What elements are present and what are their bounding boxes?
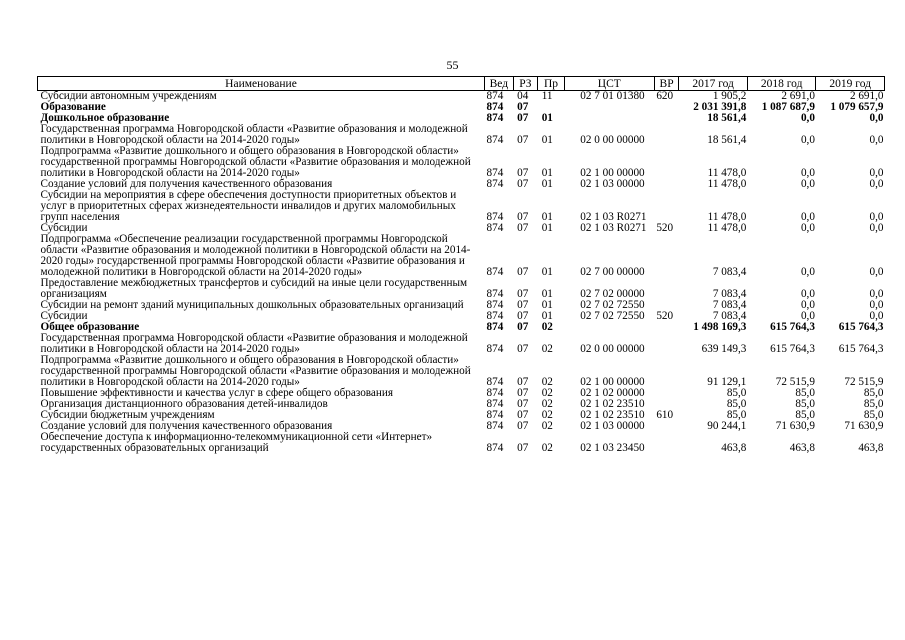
cell-y2017: 7 083,4 <box>712 266 747 278</box>
cell-y2018: 0,0 <box>800 310 815 322</box>
cell-pr: 01 <box>541 310 553 322</box>
cell-vr <box>654 113 679 124</box>
cell-y2018: 85,0 <box>795 387 815 399</box>
cell-y2018: 0,0 <box>800 222 815 234</box>
cell-pr: 02 <box>541 442 553 454</box>
cell-pr: 02 <box>541 321 553 333</box>
cell-y2019: 0,0 <box>869 211 884 223</box>
cell-y2019: 85,0 <box>863 398 884 410</box>
table-row <box>38 124 885 146</box>
cell-name: Подпрограмма «Развитие дошкольного и общего образования в Новгородской области» государственной программы Новгородской области «Развитие образования и молодежной политики в Новгородской области на 2014-2020 годы» <box>40 145 471 179</box>
table-row <box>38 311 885 322</box>
cell-ved: 874 <box>486 409 504 421</box>
table-row <box>38 190 885 223</box>
cell-vr <box>654 102 679 113</box>
cell-name: Общее образование <box>40 321 140 333</box>
cell-y2019: 0,0 <box>869 112 884 124</box>
cell-pr: 01 <box>541 211 553 223</box>
cell-y2019: 0,0 <box>869 310 884 322</box>
cell-rz: 04 <box>517 90 529 102</box>
cell-y2017: 11 478,0 <box>707 167 747 179</box>
cell-rz: 07 <box>517 442 529 454</box>
cell-ved: 874 <box>486 134 504 146</box>
header-cst: ЦСТ <box>564 77 654 91</box>
cell-y2018: 0,0 <box>800 299 815 311</box>
cell-pr: 01 <box>541 134 553 146</box>
cell-y2017: 91 129,1 <box>707 376 747 388</box>
cell-y2018: 0,0 <box>800 288 815 300</box>
cell-name: Создание условий для получения качественного образования <box>40 420 333 432</box>
cell-rz: 07 <box>517 134 529 146</box>
cell-y2019: 0,0 <box>869 167 884 179</box>
cell-cst: 02 1 00 00000 <box>580 167 645 179</box>
cell-rz: 07 <box>517 288 529 300</box>
cell-pr: 11 <box>541 90 553 102</box>
cell-y2017: 7 083,4 <box>712 310 747 322</box>
cell-rz: 07 <box>517 101 529 113</box>
cell-pr: 02 <box>541 409 553 421</box>
cell-pr: 01 <box>541 299 553 311</box>
cell-rz: 07 <box>517 310 529 322</box>
cell-y2019: 71 630,9 <box>844 420 884 432</box>
budget-table <box>37 76 885 454</box>
cell-vr <box>654 421 679 432</box>
header-rz: РЗ <box>513 77 538 91</box>
cell-ved: 874 <box>486 321 504 333</box>
cell-y2018: 0,0 <box>800 211 815 223</box>
cell-name: Дошкольное образование <box>40 112 170 124</box>
cell-y2019: 615 764,3 <box>838 321 884 333</box>
cell-rz: 07 <box>517 211 529 223</box>
cell-y2018: 71 630,9 <box>775 420 815 432</box>
cell-vr: 520 <box>656 222 674 234</box>
cell-cst: 02 1 02 23510 <box>580 409 645 421</box>
cell-ved: 874 <box>486 167 504 179</box>
cell-cst: 02 7 01 01380 <box>580 90 645 102</box>
cell-vr <box>654 333 679 355</box>
cell-ved: 874 <box>486 398 504 410</box>
cell-y2018: 72 515,9 <box>775 376 815 388</box>
cell-y2019: 85,0 <box>863 409 884 421</box>
cell-cst: 02 7 02 72550 <box>580 310 645 322</box>
cell-y2019: 0,0 <box>869 266 884 278</box>
cell-name: Государственная программа Новгородской области «Развитие образования и молодежной политики в Новгородской области на 2014-2020 годы» <box>40 123 468 146</box>
cell-rz: 07 <box>517 409 529 421</box>
cell-ved: 874 <box>486 420 504 432</box>
cell-name: Подпрограмма «Обеспечение реализации государственной программы Новгородской области «Развитие образования и молодежной политики в Новгородской области на 2014-2020 годы» государственной программы Новгородской области «Развитие образования и молодежной политики в Новгородской области на 2014-2020 годы» <box>40 233 471 278</box>
cell-rz: 07 <box>517 178 529 190</box>
cell-name: Создание условий для получения качественного образования <box>40 178 333 190</box>
cell-cst: 02 7 00 00000 <box>580 266 645 278</box>
cell-pr: 01 <box>541 266 553 278</box>
cell-cst: 02 1 03 R0271 <box>580 222 647 234</box>
cell-y2018: 0,0 <box>800 178 815 190</box>
cell-ved: 874 <box>486 288 504 300</box>
cell-y2018: 615 764,3 <box>770 343 815 355</box>
cell-name: Государственная программа Новгородской области «Развитие образования и молодежной политики в Новгородской области на 2014-2020 годы» <box>40 332 468 355</box>
cell-name: Субсидии на ремонт зданий муниципальных дошкольных образовательных организаций <box>40 299 464 311</box>
cell-cst: 02 1 00 00000 <box>580 376 645 388</box>
cell-name: Повышение эффективности и качества услуг в сфере общего образования <box>40 387 394 399</box>
cell-cst <box>564 102 654 113</box>
cell-name: Организация дистанционного образования детей-инвалидов <box>40 398 328 410</box>
cell-rz: 07 <box>517 167 529 179</box>
cell-y2018: 85,0 <box>795 409 815 421</box>
cell-cst: 02 1 03 R0271 <box>580 211 647 223</box>
cell-rz: 07 <box>517 299 529 311</box>
cell-name: Субсидии автономным учреждениям <box>40 90 217 102</box>
table-body <box>38 91 885 455</box>
cell-vr <box>654 432 679 454</box>
cell-y2017: 2 031 391,8 <box>693 101 747 113</box>
cell-y2018: 2 691,0 <box>781 90 815 102</box>
cell-vr <box>654 388 679 399</box>
cell-rz: 07 <box>517 266 529 278</box>
cell-y2018: 615 764,3 <box>770 321 815 333</box>
header-pr: Пр <box>538 77 565 91</box>
cell-y2017: 18 561,4 <box>707 134 747 146</box>
cell-pr: 01 <box>541 112 553 124</box>
cell-cst: 02 0 00 00000 <box>580 343 645 355</box>
header-name: Наименование <box>38 77 485 91</box>
cell-vr <box>654 146 679 179</box>
cell-y2018: 0,0 <box>800 167 815 179</box>
cell-pr: 01 <box>541 222 553 234</box>
cell-ved: 874 <box>486 90 504 102</box>
cell-y2019: 0,0 <box>869 134 884 146</box>
cell-y2018: 85,0 <box>795 398 815 410</box>
header-vr: ВР <box>654 77 679 91</box>
cell-y2017: 1 905,2 <box>712 90 747 102</box>
cell-cst: 02 1 02 00000 <box>580 387 645 399</box>
header-ved: Вед <box>485 77 514 91</box>
cell-vr <box>654 322 679 333</box>
cell-ved: 874 <box>486 343 504 355</box>
cell-vr: 520 <box>656 310 674 322</box>
cell-name: Субсидии <box>40 222 88 234</box>
cell-y2019: 615 764,3 <box>838 343 884 355</box>
cell-cst: 02 7 02 72550 <box>580 299 645 311</box>
cell-y2017: 463,8 <box>721 442 747 454</box>
cell-rz: 07 <box>517 321 529 333</box>
cell-ved: 874 <box>486 310 504 322</box>
cell-y2017: 90 244,1 <box>707 420 747 432</box>
table-row <box>38 278 885 300</box>
cell-y2017: 85,0 <box>726 398 747 410</box>
cell-pr: 01 <box>541 167 553 179</box>
cell-pr: 02 <box>541 343 553 355</box>
cell-y2019: 1 079 657,9 <box>830 101 884 113</box>
cell-name: Подпрограмма «Развитие дошкольного и общего образования в Новгородской области» государственной программы Новгородской области «Развитие образования и молодежной политики в Новгородской области на 2014-2020 годы» <box>40 354 471 388</box>
cell-pr: 02 <box>541 387 553 399</box>
cell-y2017: 11 478,0 <box>707 211 747 223</box>
table-header-row <box>38 77 885 91</box>
cell-cst <box>564 322 654 333</box>
table-row <box>38 333 885 355</box>
table-row <box>38 432 885 454</box>
cell-ved: 874 <box>486 376 504 388</box>
cell-ved: 874 <box>486 222 504 234</box>
cell-vr <box>654 234 679 278</box>
cell-name: Образование <box>40 101 106 113</box>
cell-y2017: 7 083,4 <box>712 288 747 300</box>
header-2018: 2018 год <box>747 77 816 91</box>
cell-vr <box>654 355 679 388</box>
table-row <box>38 91 885 103</box>
table-row <box>38 146 885 179</box>
cell-rz: 07 <box>517 387 529 399</box>
cell-cst <box>564 113 654 124</box>
page-number: 55 <box>446 58 459 72</box>
cell-ved: 874 <box>486 442 504 454</box>
cell-y2018: 0,0 <box>800 266 815 278</box>
cell-cst: 02 1 02 23510 <box>580 398 645 410</box>
cell-name: Обеспечение доступа к информационно-телекоммуникационной сети «Интернет» государственных образовательных организаций <box>40 431 433 454</box>
cell-vr <box>654 278 679 300</box>
cell-rz: 07 <box>517 398 529 410</box>
cell-y2019: 463,8 <box>858 442 884 454</box>
cell-name: Предоставление межбюджетных трансфертов и субсидий на иные цели государственным организациям <box>40 277 468 300</box>
cell-vr <box>654 124 679 146</box>
cell-cst: 02 1 03 00000 <box>580 178 645 190</box>
cell-y2018: 0,0 <box>800 134 815 146</box>
cell-vr <box>654 190 679 223</box>
cell-y2017: 11 478,0 <box>707 178 747 190</box>
cell-y2017: 639 149,3 <box>701 343 747 355</box>
cell-pr: 02 <box>541 420 553 432</box>
cell-pr: 01 <box>541 178 553 190</box>
cell-name: Субсидии на мероприятия в сфере обеспечения доступности приоритетных объектов и услуг в приоритетных сферах жизнедеятельности инвалидов и других маломобильных групп населения <box>40 189 457 223</box>
cell-y2017: 7 083,4 <box>712 299 747 311</box>
cell-y2018: 1 087 687,9 <box>761 101 815 113</box>
table-row <box>38 234 885 278</box>
cell-ved: 874 <box>486 299 504 311</box>
cell-ved: 874 <box>486 112 504 124</box>
table-row <box>38 300 885 311</box>
cell-y2017: 11 478,0 <box>707 222 747 234</box>
cell-y2019: 85,0 <box>863 387 884 399</box>
cell-pr: 01 <box>541 288 553 300</box>
cell-rz: 07 <box>517 376 529 388</box>
cell-y2017: 85,0 <box>726 409 747 421</box>
cell-y2018: 0,0 <box>800 112 815 124</box>
header-2017: 2017 год <box>679 77 748 91</box>
cell-pr: 02 <box>541 376 553 388</box>
cell-ved: 874 <box>486 178 504 190</box>
cell-name: Субсидии <box>40 310 88 322</box>
cell-pr: 02 <box>541 398 553 410</box>
cell-y2018: 463,8 <box>789 442 815 454</box>
table-row <box>38 355 885 388</box>
cell-cst: 02 7 02 00000 <box>580 288 645 300</box>
cell-name: Субсидии бюджетным учреждениям <box>40 409 215 421</box>
header-2019: 2019 год <box>816 77 885 91</box>
cell-y2017: 1 498 169,3 <box>693 321 747 333</box>
cell-y2019: 72 515,9 <box>844 376 884 388</box>
cell-rz: 07 <box>517 222 529 234</box>
cell-y2019: 0,0 <box>869 222 884 234</box>
cell-y2017: 85,0 <box>726 387 747 399</box>
cell-rz: 07 <box>517 420 529 432</box>
cell-y2017: 18 561,4 <box>707 112 747 124</box>
cell-vr <box>654 179 679 190</box>
cell-rz: 07 <box>517 112 529 124</box>
cell-ved: 874 <box>486 101 504 113</box>
cell-vr: 610 <box>656 409 674 421</box>
cell-y2019: 0,0 <box>869 288 884 300</box>
cell-y2019: 2 691,0 <box>849 90 884 102</box>
cell-y2019: 0,0 <box>869 178 884 190</box>
cell-cst: 02 0 00 00000 <box>580 134 645 146</box>
cell-cst: 02 1 03 23450 <box>580 442 645 454</box>
cell-vr: 620 <box>656 90 674 102</box>
cell-y2019: 0,0 <box>869 299 884 311</box>
cell-cst: 02 1 03 00000 <box>580 420 645 432</box>
cell-ved: 874 <box>486 387 504 399</box>
cell-rz: 07 <box>517 343 529 355</box>
cell-ved: 874 <box>486 266 504 278</box>
cell-ved: 874 <box>486 211 504 223</box>
